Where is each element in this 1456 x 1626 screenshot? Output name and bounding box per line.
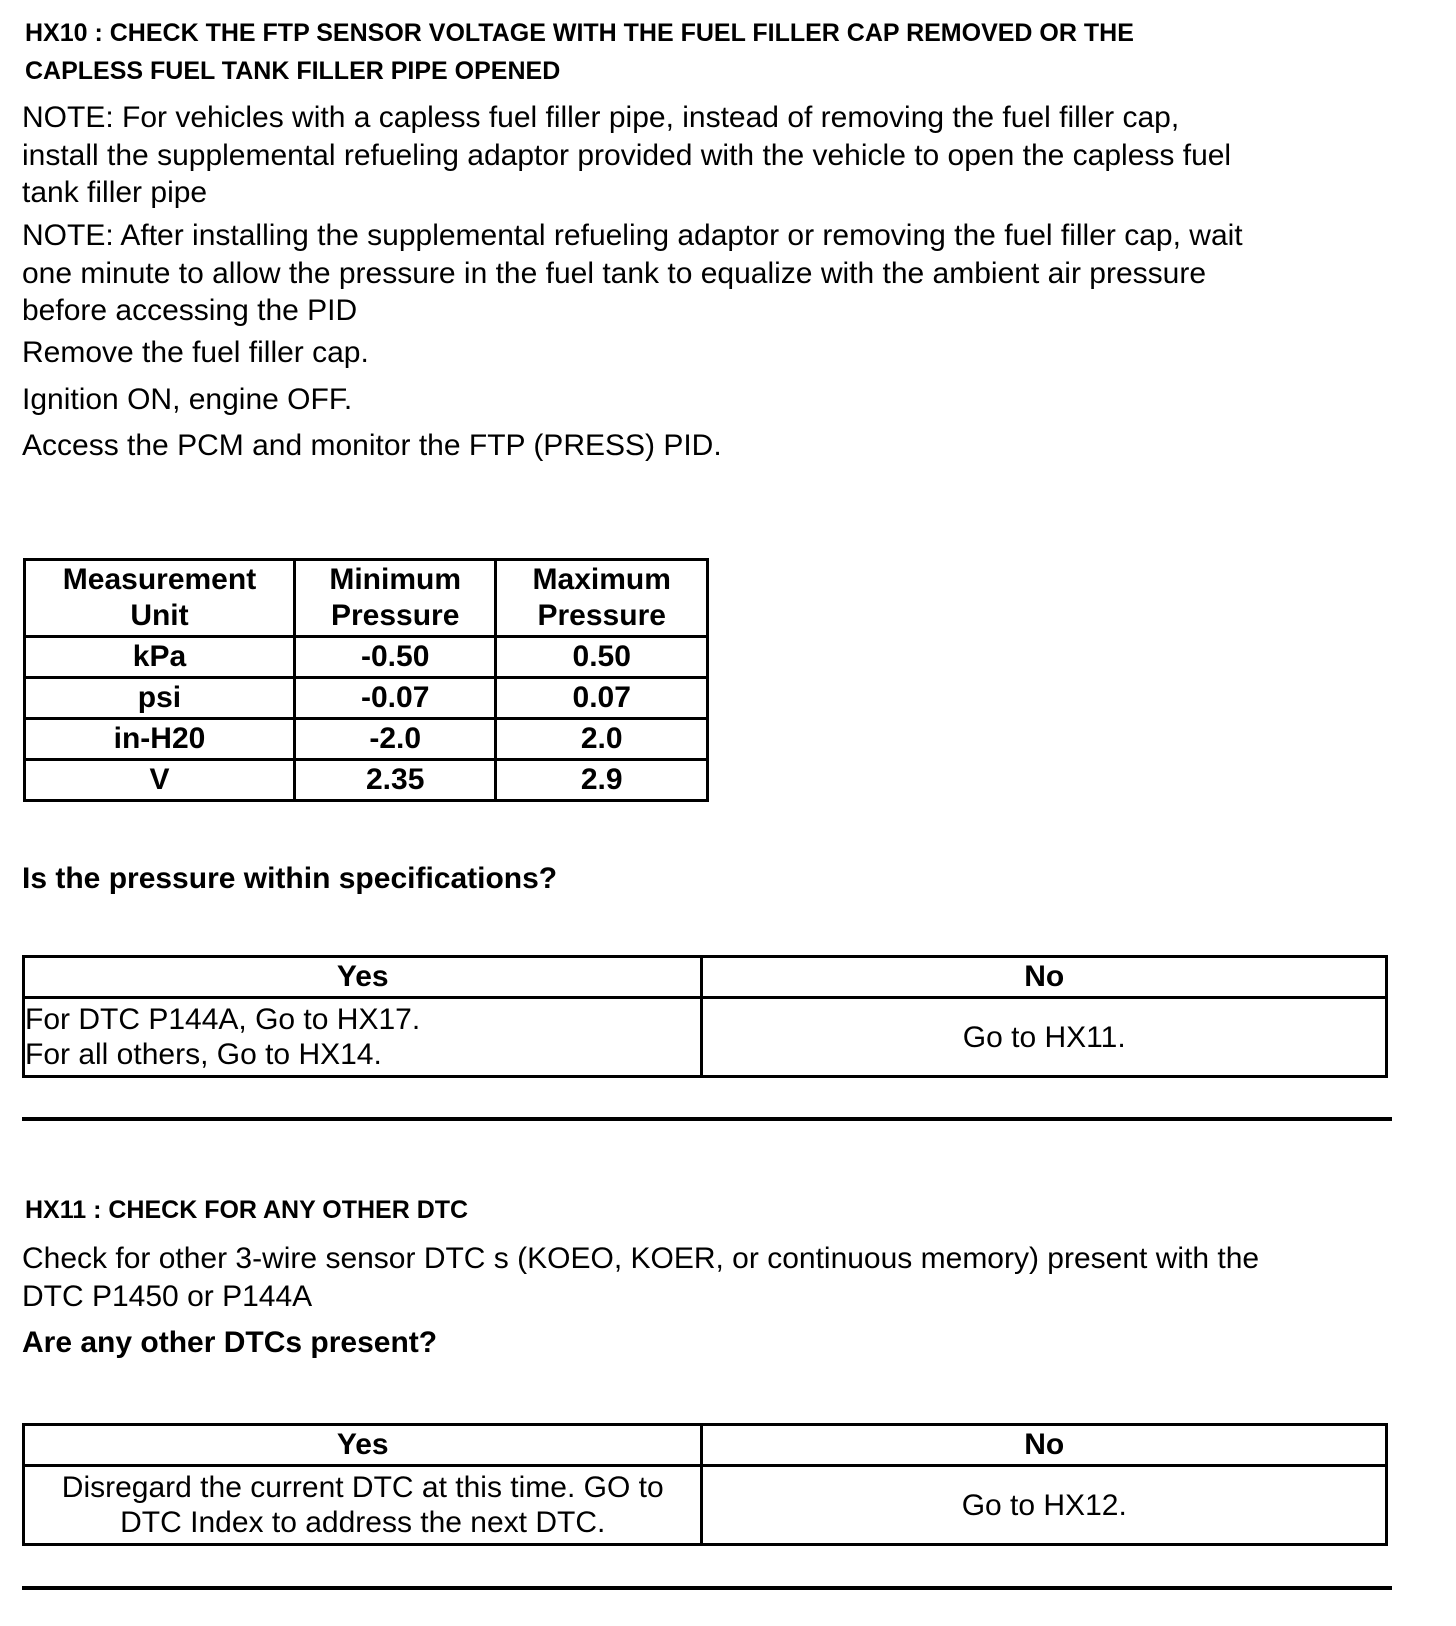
note2-line2: one minute to allow the pressure in the fuel tank to equalize with the ambient air pressure bbox=[22, 256, 1207, 290]
hx11-decision-table bbox=[22, 1423, 1388, 1546]
hx10-note-capless bbox=[22, 99, 1422, 212]
no-action: Go to HX11. bbox=[702, 998, 1387, 1077]
hx10-title-line1: HX10 : CHECK THE FTP SENSOR VOLTAGE WITH THE FUEL FILLER CAP REMOVED OR THE bbox=[25, 19, 1134, 47]
cell-unit: psi bbox=[25, 678, 295, 719]
no-header: No bbox=[702, 957, 1387, 998]
header-measurement-unit-line2: Unit bbox=[130, 599, 189, 632]
yes-action bbox=[24, 998, 702, 1077]
header-maximum-pressure-line2: Pressure bbox=[537, 599, 666, 632]
cell-max: 0.07 bbox=[496, 678, 708, 719]
yes-action-line2: For all others, Go to HX14. bbox=[25, 1038, 382, 1071]
hx11-body-line2: DTC P1450 or P144A bbox=[22, 1279, 313, 1313]
cell-unit: V bbox=[25, 760, 295, 801]
note1-line1: NOTE: For vehicles with a capless fuel filler pipe, instead of removing the fuel filler cap, bbox=[22, 101, 1180, 134]
cell-min: -0.50 bbox=[294, 637, 495, 678]
yes-header: Yes bbox=[24, 1425, 702, 1466]
hx10-step-ignition: Ignition ON, engine OFF. bbox=[22, 383, 353, 416]
spec-table-header-row bbox=[25, 560, 708, 637]
yes-header: Yes bbox=[24, 957, 702, 998]
hx11-question: Are any other DTCs present? bbox=[22, 1326, 438, 1359]
hx10-step-remove-cap: Remove the fuel filler cap. bbox=[22, 336, 369, 369]
cell-min: 2.35 bbox=[294, 760, 495, 801]
header-measurement-unit bbox=[25, 560, 295, 637]
table-row bbox=[25, 719, 708, 760]
no-action: Go to HX12. bbox=[702, 1466, 1387, 1545]
header-maximum-pressure bbox=[496, 560, 708, 637]
hx10-title bbox=[25, 14, 1134, 90]
cell-max: 2.9 bbox=[496, 760, 708, 801]
cell-unit: in-H20 bbox=[25, 719, 295, 760]
note2-line3: before accessing the PID bbox=[22, 294, 358, 327]
yes-action-line1: For DTC P144A, Go to HX17. bbox=[25, 1003, 421, 1036]
header-minimum-pressure-line2: Pressure bbox=[330, 599, 460, 632]
hx11-title: HX11 : CHECK FOR ANY OTHER DTC bbox=[25, 1196, 469, 1224]
cell-min: -0.07 bbox=[294, 678, 495, 719]
decision-body-row bbox=[24, 998, 1387, 1077]
section-divider-bottom bbox=[22, 1586, 1392, 1590]
yes-action-line2: DTC Index to address the next DTC. bbox=[120, 1506, 606, 1539]
header-minimum-pressure-line1: Minimum bbox=[329, 563, 462, 596]
table-row bbox=[25, 678, 708, 719]
hx11-body-line1: Check for other 3-wire sensor DTC s (KOEO, KOER, or continuous memory) present with the bbox=[22, 1242, 1260, 1275]
note2-line1: NOTE: After installing the supplemental refueling adaptor or removing the fuel filler cap, wait bbox=[22, 219, 1243, 252]
cell-max: 0.50 bbox=[496, 637, 708, 678]
cell-min: -2.0 bbox=[294, 719, 495, 760]
no-header: No bbox=[702, 1425, 1387, 1466]
hx10-step-access-pcm: Access the PCM and monitor the FTP (PRESS) PID. bbox=[22, 429, 722, 462]
hx10-question: Is the pressure within specifications? bbox=[22, 862, 558, 895]
cell-unit: kPa bbox=[25, 637, 295, 678]
hx11-body bbox=[22, 1240, 1422, 1315]
header-measurement-unit-line1: Measurement bbox=[62, 563, 257, 596]
note1-line3: tank filler pipe bbox=[22, 176, 208, 209]
pressure-spec-table bbox=[23, 558, 709, 802]
table-row bbox=[25, 637, 708, 678]
hx10-decision-table bbox=[22, 955, 1388, 1078]
header-minimum-pressure bbox=[294, 560, 495, 637]
hx10-title-line2: CAPLESS FUEL TANK FILLER PIPE OPENED bbox=[25, 57, 561, 85]
yes-action bbox=[24, 1466, 702, 1545]
decision-header-row bbox=[24, 1425, 1387, 1466]
decision-body-row bbox=[24, 1466, 1387, 1545]
header-maximum-pressure-line1: Maximum bbox=[532, 563, 671, 596]
cell-max: 2.0 bbox=[496, 719, 708, 760]
decision-header-row bbox=[24, 957, 1387, 998]
note1-line2: install the supplemental refueling adaptor provided with the vehicle to open the capless fuel bbox=[22, 138, 1232, 172]
table-row bbox=[25, 760, 708, 801]
hx10-note-wait bbox=[22, 217, 1422, 330]
section-divider bbox=[22, 1117, 1392, 1121]
yes-action-line1: Disregard the current DTC at this time. GO to bbox=[61, 1471, 664, 1504]
